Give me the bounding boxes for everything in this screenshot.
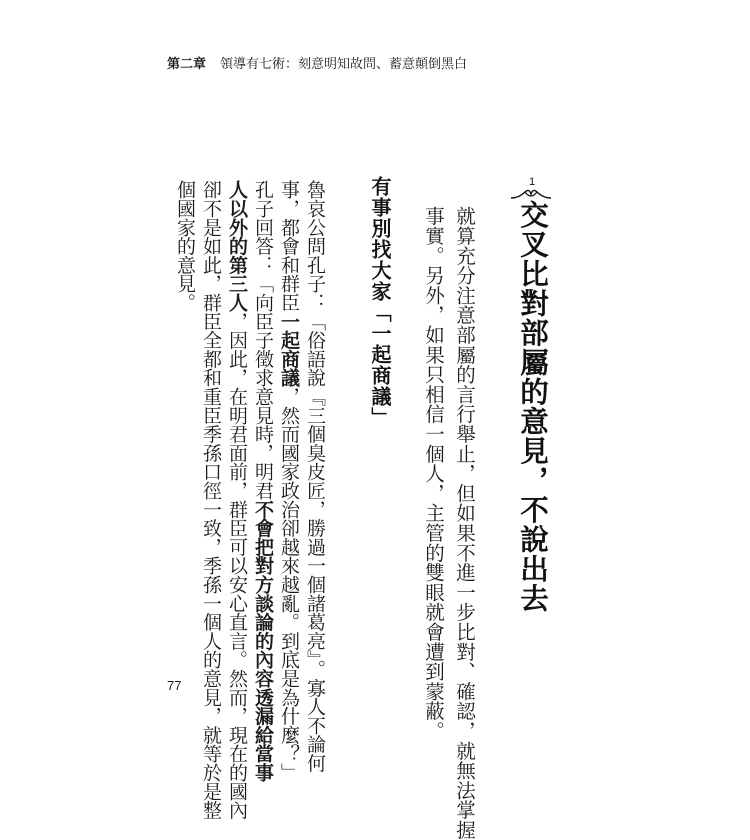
body-line	[276, 180, 302, 782]
body-text-run: 事，都會和群臣	[278, 180, 300, 312]
page-number: 77	[167, 678, 182, 693]
chapter-title: 領導有七術：刻意明知故問、蓄意顛倒黑白	[220, 57, 468, 72]
body-text-run: 魯哀公問孔子：「俗語說『三個臭皮匠，勝過一個諸葛亮』。寡人不論何	[304, 180, 326, 773]
body-text-run: ，因此，在明君面前，群臣可以安心直言。然而，現在的國內	[226, 311, 248, 820]
body-text-run: 個國家的意見。	[174, 180, 196, 312]
running-header	[167, 54, 597, 76]
body-line	[302, 180, 328, 773]
emphasis-text: 不會把對方談論的內容透漏給當事	[252, 499, 274, 782]
body-text-run: ，然而國家政治卻越來越亂。到底是為什麼？」	[278, 386, 300, 782]
intro-line: 事實。另外，如果只相信一個人，主管的雙眼就會遭到蒙蔽。	[422, 206, 445, 741]
body-line	[224, 180, 250, 820]
section-title: 交叉比對部屬的意見，不說出去	[516, 200, 549, 613]
subheading: 有事別找大家「一起商議」	[368, 176, 392, 428]
body-line	[172, 180, 198, 700]
body-line	[250, 180, 276, 782]
emphasis-text: 一起商議	[278, 311, 300, 387]
chapter-label: 第二章	[167, 57, 207, 72]
intro-paragraph	[418, 206, 480, 840]
body-text-run: 卻不是如此，群臣全都和重臣季孫口徑一致，季孫一個人的意見，就等於是整	[200, 180, 222, 820]
body-text-run: 孔子回答：「向臣子徵求意見時，明君	[252, 180, 274, 500]
section-number: 1	[528, 176, 536, 188]
emphasis-text: 人以外的第三人	[226, 180, 248, 312]
intro-line: 就算充分注意部屬的言行舉止，但如果不進一步比對、確認，就無法掌握	[453, 206, 476, 840]
body-line	[198, 180, 224, 820]
